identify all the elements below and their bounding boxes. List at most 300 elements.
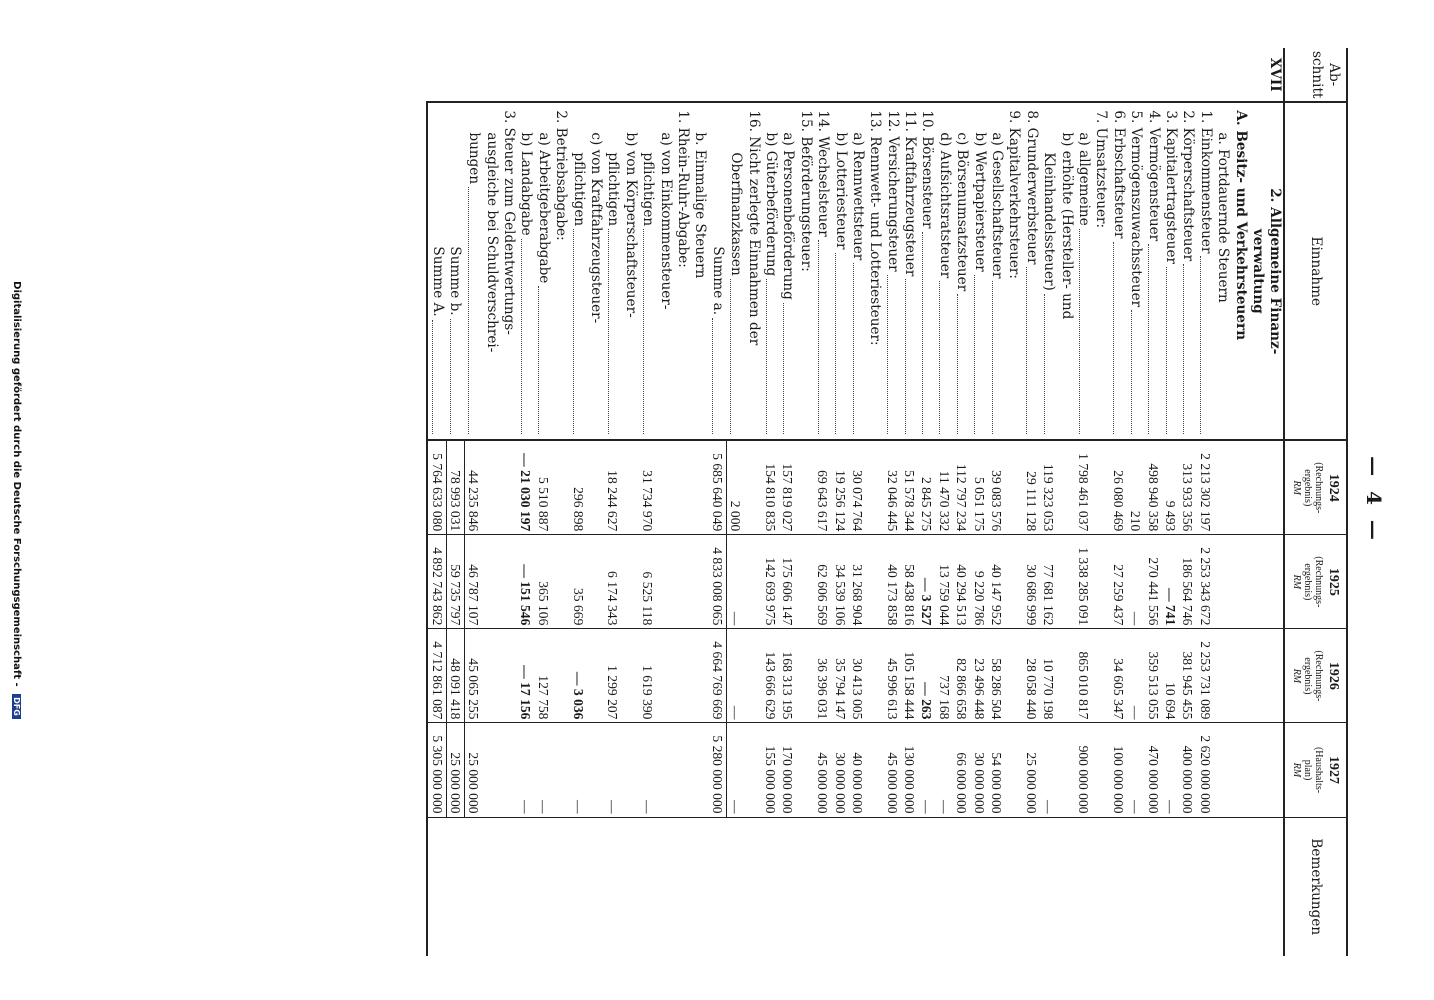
row-description [849, 102, 866, 440]
value-1925: 1 338 285 091 [1075, 535, 1092, 629]
value-1927 [1092, 723, 1109, 817]
value-1927 [482, 723, 499, 817]
remarks-cell [1127, 817, 1144, 956]
description-text: 10. Börsensteuer [919, 110, 936, 229]
value-1926: 4 664 769 669 [708, 629, 726, 723]
value-1924: 51 578 344 [901, 440, 918, 535]
dot-leader [974, 275, 975, 434]
description-cell [1196, 106, 1213, 436]
table-row [796, 48, 813, 956]
value-1924 [1057, 440, 1074, 535]
row-description [779, 102, 796, 440]
value-1927: 54 000 000 [988, 723, 1005, 817]
dot-leader [450, 319, 451, 435]
description-text: 9. Kapitalverkehrsteuer: [1006, 110, 1023, 280]
value-1926: 30 413 005 [849, 629, 866, 723]
value-1925 [1057, 535, 1074, 629]
value-1925: 27 259 437 [1109, 535, 1126, 629]
value-1926: 82 866 658 [953, 629, 970, 723]
value-1925 [796, 535, 813, 629]
value-1927: 170 000 000 [779, 723, 796, 817]
value-1926: 34 605 347 [1109, 629, 1126, 723]
table-row [587, 48, 604, 956]
description-cell [639, 106, 656, 436]
remarks-cell [1144, 817, 1161, 956]
table-row [1127, 48, 1144, 956]
remarks-cell [1005, 817, 1022, 956]
row-description [1231, 102, 1248, 440]
value-1924: 69 643 617 [814, 440, 831, 535]
remarks-cell [1231, 817, 1248, 956]
description-text: 6. Erbschaftsteuer [1110, 110, 1127, 239]
description-cell [953, 106, 970, 436]
description-text: a) Arbeitgeberabgabe [535, 132, 552, 284]
table-row [1266, 48, 1284, 956]
remarks-cell [744, 817, 761, 956]
description-text: Summe a. [709, 246, 726, 316]
row-description [1092, 102, 1109, 440]
value-1926: 359 513 055 [1144, 629, 1161, 723]
value-1925: 4 833 008 065 [708, 535, 726, 629]
row-description [1179, 102, 1196, 440]
value-1926: — [1127, 629, 1144, 723]
value-1924 [796, 440, 813, 535]
value-1926 [744, 629, 761, 723]
remarks-cell [517, 817, 534, 956]
value-1924: 2 213 302 197 [1196, 440, 1213, 535]
value-1927 [1214, 723, 1231, 817]
table-row [1144, 48, 1161, 956]
value-1925: 13 759 044 [935, 535, 952, 629]
remarks-cell [988, 817, 1005, 956]
row-description [708, 102, 726, 440]
dot-leader [1026, 267, 1027, 434]
description-cell [656, 106, 673, 436]
value-1926 [691, 629, 708, 723]
value-1925 [482, 535, 499, 629]
row-description [1005, 102, 1022, 440]
description-text: 3. Kapitalertragsteuer [1162, 110, 1179, 264]
row-description [587, 102, 604, 440]
row-description [866, 102, 883, 440]
table-row [674, 48, 691, 956]
row-description [988, 102, 1005, 440]
table-row [726, 48, 744, 956]
row-description [1109, 102, 1126, 440]
remarks-cell [427, 817, 446, 956]
header-year-1924 [1284, 440, 1347, 535]
table-row [464, 48, 482, 956]
row-description [744, 102, 761, 440]
value-1927: 66 000 000 [953, 723, 970, 817]
table-row [1022, 48, 1039, 956]
value-1924: 112 797 234 [953, 440, 970, 535]
value-1927 [656, 723, 673, 817]
value-1924: 5 051 175 [970, 440, 987, 535]
dot-leader [573, 229, 574, 434]
description-text: a) von Einkommensteuer- [657, 132, 674, 310]
table-row [535, 48, 552, 956]
description-cell [621, 106, 638, 436]
table-row [1040, 48, 1057, 956]
description-text: a. Fortdauernde Steuern [1215, 132, 1232, 303]
remarks-cell [446, 817, 464, 956]
value-1926: 127 758 [535, 629, 552, 723]
description-text: 7. Umsatzsteuer: [1093, 110, 1110, 229]
remarks-cell [535, 817, 552, 956]
value-1924 [744, 440, 761, 535]
value-1925: 77 681 162 [1040, 535, 1057, 629]
description-text: 14. Wechselsteuer [815, 110, 832, 237]
unit-label: RM [1291, 762, 1303, 778]
remarks-cell [1162, 817, 1179, 956]
description-text: a) Rennwettsteuer [849, 132, 866, 261]
value-1924: 26 080 469 [1109, 440, 1126, 535]
value-1927: 2 620 000 000 [1196, 723, 1213, 817]
value-1924 [691, 440, 708, 535]
year-subtitle: (Rechnungs- ergebnis) [1302, 462, 1325, 514]
value-1924: 210 [1127, 440, 1144, 535]
year-label: 1927 [1326, 756, 1341, 784]
description-cell [744, 106, 761, 436]
description-cell [1005, 106, 1022, 436]
row-description [674, 102, 691, 440]
header-year-1926 [1284, 629, 1347, 723]
value-1925: 9 220 786 [970, 535, 987, 629]
value-1927: 5 280 000 000 [708, 723, 726, 817]
value-1926 [796, 629, 813, 723]
description-cell [1075, 106, 1092, 436]
table-row [1214, 48, 1231, 956]
table-row [1057, 48, 1074, 956]
description-text: 1. Rhein-Ruhr-Abgabe: [675, 110, 692, 268]
value-1924: 1 798 461 037 [1075, 440, 1092, 535]
table-row [744, 48, 761, 956]
value-1926: 10 694 [1162, 629, 1179, 723]
dot-leader [887, 275, 888, 435]
row-description [621, 102, 638, 440]
value-1925: 4 892 743 862 [427, 535, 446, 629]
remarks-cell [953, 817, 970, 956]
value-1927 [552, 723, 569, 817]
dot-leader [957, 294, 958, 434]
value-1927 [1057, 723, 1074, 817]
value-1925 [691, 535, 708, 629]
description-text: b) erhöhte (Hersteller- und [1058, 132, 1075, 320]
description-text: A. Besitz- und Verkehrsteuern [1232, 110, 1249, 341]
value-1925: 175 606 147 [779, 535, 796, 629]
value-1925 [1266, 535, 1284, 629]
description-cell [988, 106, 1005, 436]
value-1924: 5 510 887 [535, 440, 552, 535]
description-text: 16. Nicht zerlegte Einnahmen der [745, 110, 762, 346]
row-description [726, 102, 744, 440]
table-row [1005, 48, 1022, 956]
row-description [604, 102, 621, 440]
value-1926 [500, 629, 517, 723]
description-cell [604, 106, 621, 436]
remarks-cell [1092, 817, 1109, 956]
value-1927 [1266, 723, 1284, 817]
value-1924 [674, 440, 691, 535]
value-1924: 313 933 356 [1179, 440, 1196, 535]
value-1925 [1249, 535, 1266, 629]
table-row [831, 48, 848, 956]
value-1926: 28 058 440 [1022, 629, 1039, 723]
description-cell [831, 106, 848, 436]
description-cell [1179, 106, 1196, 436]
value-1925: 40 294 513 [953, 535, 970, 629]
remarks-cell [464, 817, 482, 956]
remarks-cell [587, 817, 604, 956]
table-row [500, 48, 517, 956]
value-1925: — 151 546 [517, 535, 534, 629]
description-text: 15. Beförderungsteuer: [797, 110, 814, 272]
description-text: b) Lotteriesteuer [832, 132, 849, 250]
value-1926 [482, 629, 499, 723]
remarks-cell [656, 817, 673, 956]
description-text: 11. Kraftfahrzeugsteuer [902, 110, 919, 277]
value-1924: 2 845 275 [918, 440, 935, 535]
row-description [500, 102, 517, 440]
value-1926: 48 091 418 [446, 629, 464, 723]
value-1927: — [1127, 723, 1144, 817]
value-1925: 6 525 118 [639, 535, 656, 629]
table-row [621, 48, 638, 956]
value-1924 [1249, 440, 1266, 535]
value-1925 [1214, 535, 1231, 629]
value-1926: — [726, 629, 744, 723]
value-1927: 45 000 000 [814, 723, 831, 817]
value-1924: 154 810 835 [762, 440, 779, 535]
row-description [901, 102, 918, 440]
remarks-cell [569, 817, 586, 956]
dot-leader [1183, 264, 1184, 434]
value-1924: 2 000 [726, 440, 744, 535]
description-text: Summe A. [429, 246, 446, 317]
value-1924: 32 046 445 [883, 440, 900, 535]
table-row [970, 48, 987, 956]
digitization-credit [11, 0, 22, 1000]
table-row [883, 48, 900, 956]
dot-leader [1044, 294, 1045, 434]
header-description: Einnahme [1284, 102, 1347, 440]
value-1924: 29 111 128 [1022, 440, 1039, 535]
value-1924 [587, 440, 604, 535]
dot-leader [766, 279, 767, 434]
value-1924: 44 235 846 [464, 440, 482, 535]
value-1926: 35 794 147 [831, 629, 848, 723]
remarks-cell [762, 817, 779, 956]
value-1924 [552, 440, 569, 535]
row-description [427, 102, 446, 440]
value-1926: 865 010 817 [1075, 629, 1092, 723]
dot-leader [905, 279, 906, 434]
credit-text: Digitalisierung gefördert durch die Deutsche Forschungsgemeinschaft - [11, 281, 22, 687]
value-1927 [866, 723, 883, 817]
value-1924 [1266, 440, 1284, 535]
value-1925: 30 686 999 [1022, 535, 1039, 629]
table-row [691, 48, 708, 956]
year-subtitle: (Haushalts- plan) [1302, 746, 1325, 794]
dot-leader [783, 303, 784, 434]
description-cell [935, 106, 952, 436]
description-text: pflichtigen [570, 152, 587, 227]
value-1924 [656, 440, 673, 535]
description-cell [517, 106, 534, 436]
year-label: 1925 [1326, 567, 1341, 596]
value-1926: — 263 [918, 629, 935, 723]
table-row [482, 48, 499, 956]
description-text: c) von Kraftfahrzeugsteuer- [588, 132, 605, 324]
sum-row [427, 48, 446, 956]
value-1925 [587, 535, 604, 629]
description-text: a) Personenbeförderung [780, 132, 797, 300]
value-1926 [1231, 629, 1248, 723]
remarks-cell [1266, 817, 1284, 956]
header-year-1925 [1284, 535, 1347, 629]
remarks-cell [726, 817, 744, 956]
row-description [535, 102, 552, 440]
value-1924 [482, 440, 499, 535]
row-description [1022, 102, 1039, 440]
value-1926 [1005, 629, 1022, 723]
description-text: b) von Körperschaftsteuer- [622, 132, 639, 318]
remarks-cell [849, 817, 866, 956]
description-cell [1214, 106, 1231, 436]
value-1927 [587, 723, 604, 817]
remarks-cell [621, 817, 638, 956]
value-1927: — [935, 723, 952, 817]
value-1926: 143 666 629 [762, 629, 779, 723]
value-1924: 19 256 124 [831, 440, 848, 535]
value-1927: 400 000 000 [1179, 723, 1196, 817]
description-text: 2. Betriebsabgabe: [553, 110, 570, 241]
value-1926: 45 996 613 [883, 629, 900, 723]
description-cell [1144, 106, 1161, 436]
remarks-cell [970, 817, 987, 956]
value-1925: — 3 527 [918, 535, 935, 629]
value-1927: 25 000 000 [1022, 723, 1039, 817]
value-1925: 59 735 797 [446, 535, 464, 629]
description-cell [1040, 106, 1057, 436]
remarks-cell [1022, 817, 1039, 956]
dot-leader [835, 253, 836, 435]
description-text: 12. Versicherungsteuer [884, 110, 901, 272]
remarks-cell [708, 817, 726, 956]
description-cell [866, 106, 883, 436]
value-1924: 296 898 [569, 440, 586, 535]
table-row [849, 48, 866, 956]
value-1926: 105 158 444 [901, 629, 918, 723]
table-body [427, 48, 1284, 956]
value-1924: 31 734 970 [639, 440, 656, 535]
description-text: Oberfinanzkassen [727, 152, 744, 276]
dot-leader [992, 281, 993, 434]
description-cell [691, 106, 708, 436]
row-description [569, 102, 586, 440]
row-description [639, 102, 656, 440]
row-description [1266, 102, 1284, 440]
dot-leader [818, 240, 819, 434]
value-1926 [656, 629, 673, 723]
remarks-cell [935, 817, 952, 956]
value-1924: 18 244 627 [604, 440, 621, 535]
value-1925: 35 669 [569, 535, 586, 629]
dot-leader [1166, 267, 1167, 434]
description-text: d) Aufsichtsratsteuer [936, 132, 953, 279]
value-1925: — [1127, 535, 1144, 629]
row-description [1249, 102, 1266, 440]
row-description [1196, 102, 1213, 440]
value-1926: — 3 036 [569, 629, 586, 723]
value-1925: — 741 [1162, 535, 1179, 629]
row-description [831, 102, 848, 440]
row-description [918, 102, 935, 440]
table-row [517, 48, 534, 956]
value-1925: 40 173 858 [883, 535, 900, 629]
value-1926 [621, 629, 638, 723]
value-1924 [1231, 440, 1248, 535]
row-description [814, 102, 831, 440]
description-text: Kleinhandelssteuer) [1041, 152, 1058, 291]
remarks-cell [552, 817, 569, 956]
value-1925: 31 268 904 [849, 535, 866, 629]
sum-row [446, 48, 464, 956]
value-1925: 46 787 107 [464, 535, 482, 629]
remarks-cell [1057, 817, 1074, 956]
description-text: b. Einmalige Steuern [692, 132, 709, 279]
value-1927: — [535, 723, 552, 817]
value-1926 [866, 629, 883, 723]
description-text: 4. Vermögensteuer [1145, 110, 1162, 242]
description-text: b) Landabgabe [518, 132, 535, 236]
table-row [953, 48, 970, 956]
description-text: 8. Grunderwerbsteuer [1023, 110, 1040, 265]
description-cell [796, 106, 813, 436]
value-1927: — [639, 723, 656, 817]
value-1927: — [517, 723, 534, 817]
dot-leader [1131, 310, 1132, 434]
value-1924: 5 685 640 049 [708, 440, 726, 535]
value-1927 [1231, 723, 1248, 817]
header-year-1927 [1284, 723, 1347, 817]
value-1927 [1005, 723, 1022, 817]
remarks-cell [883, 817, 900, 956]
row-description [446, 102, 464, 440]
value-1927: — [1162, 723, 1179, 817]
value-1927: 30 000 000 [831, 723, 848, 817]
description-cell [446, 106, 463, 436]
value-1924 [1092, 440, 1109, 535]
year-subtitle: (Rechnungs- ergebnis) [1302, 556, 1325, 608]
description-cell [1162, 106, 1179, 436]
row-description [482, 102, 499, 440]
value-1927: 40 000 000 [849, 723, 866, 817]
table-row [779, 48, 796, 956]
value-1927 [796, 723, 813, 817]
description-cell [918, 106, 935, 436]
description-text: c) Börsenumsatzsteuer [954, 132, 971, 292]
description-text: a) allgemeine [1076, 132, 1092, 226]
value-1924: 119 323 053 [1040, 440, 1057, 535]
value-1925 [866, 535, 883, 629]
value-1927: 130 000 000 [901, 723, 918, 817]
value-1925 [1231, 535, 1248, 629]
table-row [762, 48, 779, 956]
remarks-cell [814, 817, 831, 956]
value-1924 [1005, 440, 1022, 535]
